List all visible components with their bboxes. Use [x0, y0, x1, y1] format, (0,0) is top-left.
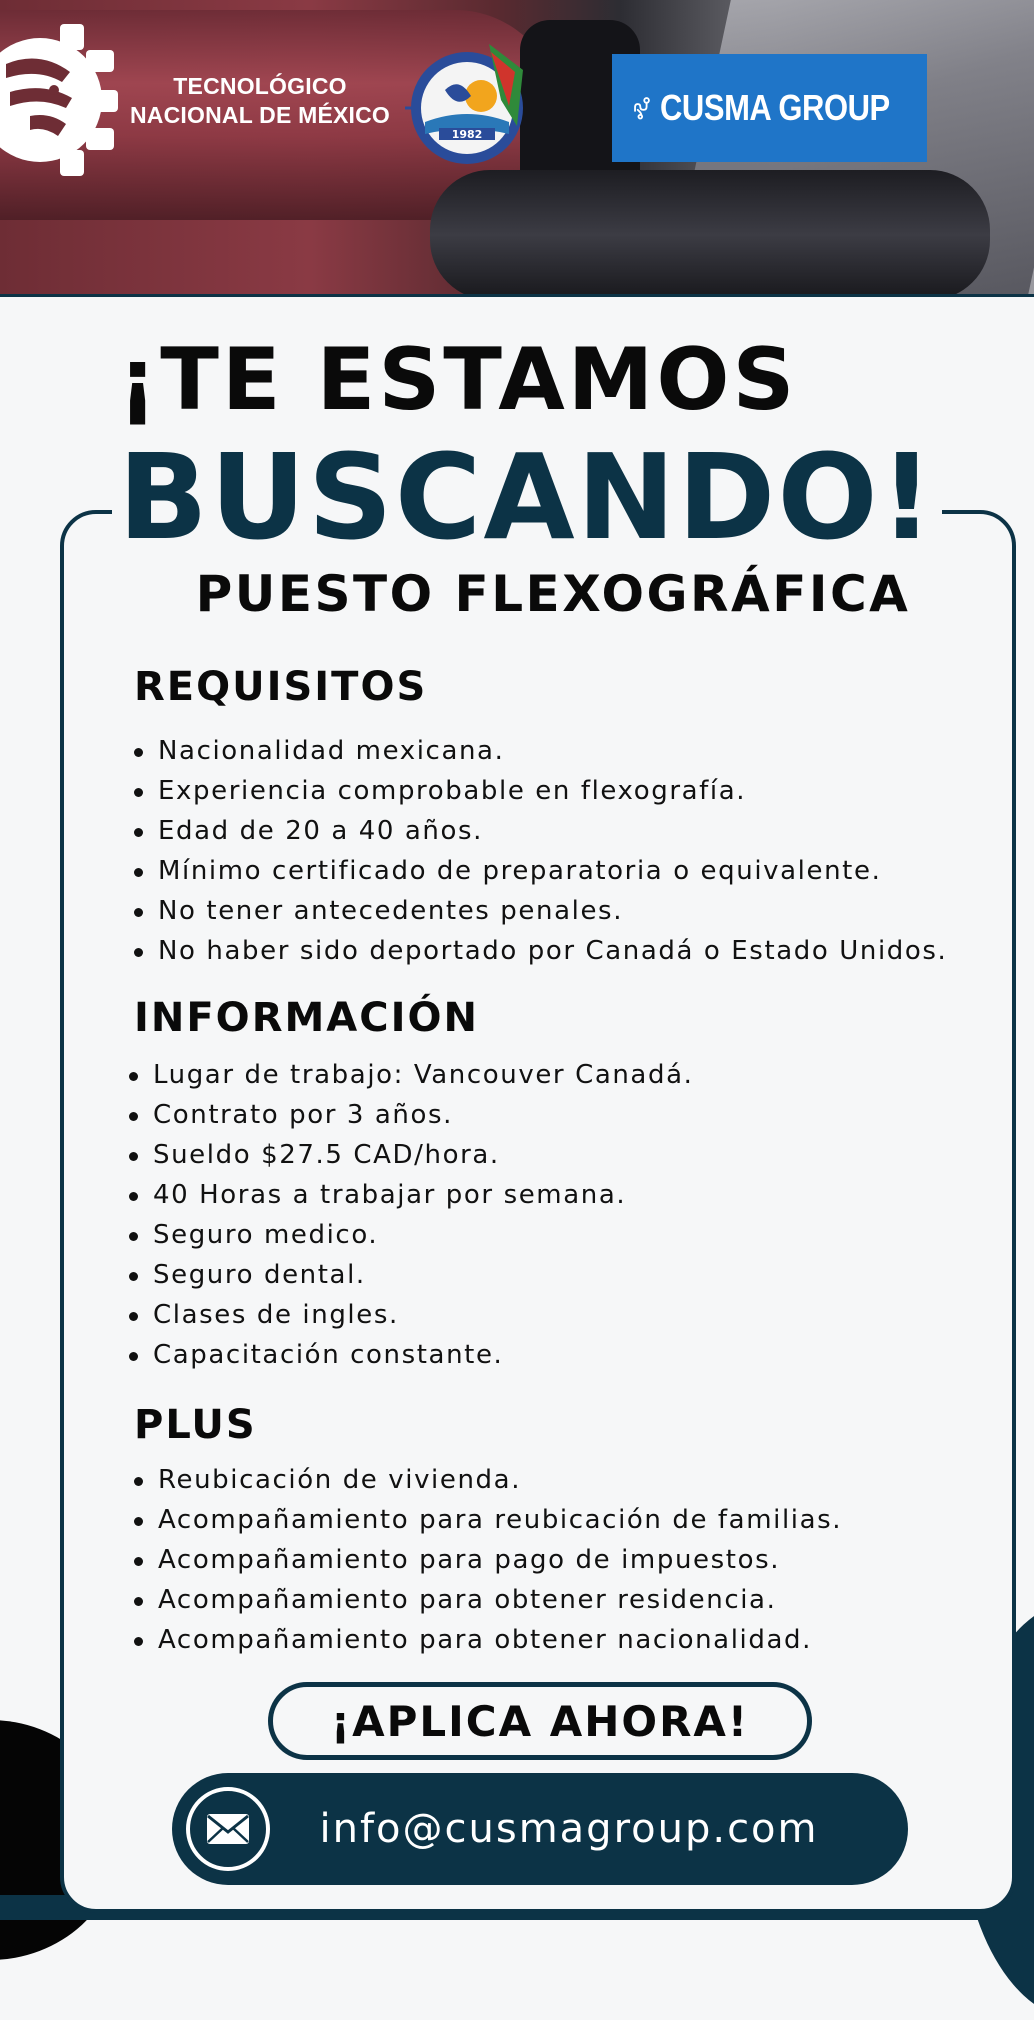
- headline-buscando: BUSCANDO!: [112, 432, 942, 562]
- press-lower-roller-image: [430, 170, 990, 297]
- itm-seal-icon: [405, 30, 540, 170]
- list-item: No tener antecedentes penales.: [134, 891, 947, 931]
- header-banner: [0, 0, 1034, 297]
- tecnm-logo-icon: [0, 20, 118, 180]
- list-item: Acompañamiento para obtener nacionalidad.: [134, 1620, 842, 1660]
- list-item: Seguro dental.: [129, 1255, 693, 1295]
- list-item: Sueldo $27.5 CAD/hora.: [129, 1135, 693, 1175]
- section-title-informacion: INFORMACIÓN: [134, 995, 479, 1041]
- list-item: Edad de 20 a 40 años.: [134, 811, 947, 851]
- list-item: Acompañamiento para pago de impuestos.: [134, 1540, 842, 1580]
- plus-list: [134, 1460, 842, 1660]
- requisitos-list: [134, 731, 947, 971]
- list-item: Lugar de trabajo: Vancouver Canadá.: [129, 1055, 693, 1095]
- cusma-group-logo: [612, 54, 927, 162]
- list-item: Acompañamiento para obtener residencia.: [134, 1580, 842, 1620]
- email-address: info@cusmagroup.com: [319, 1806, 819, 1852]
- email-icon-badge: [186, 1787, 270, 1871]
- envelope-icon: [205, 1812, 251, 1846]
- list-item: Mínimo certificado de preparatoria o equivalente.: [134, 851, 947, 891]
- list-item: Reubicación de vivienda.: [134, 1460, 842, 1500]
- tecnm-line-1: TECNOLÓGICO: [173, 73, 347, 99]
- list-item: Seguro medico.: [129, 1215, 693, 1255]
- list-item: No haber sido deportado por Canadá o Estado Unidos.: [134, 931, 947, 971]
- list-item: Capacitación constante.: [129, 1335, 693, 1375]
- tecnm-wordmark: [130, 72, 390, 130]
- informacion-list: [129, 1055, 693, 1375]
- list-item: Experiencia comprobable en flexografía.: [134, 771, 947, 811]
- cusma-mark-icon: [634, 63, 652, 153]
- list-item: 40 Horas a trabajar por semana.: [129, 1175, 693, 1215]
- seal-year: 1982: [451, 128, 483, 141]
- section-title-requisitos: REQUISITOS: [134, 664, 428, 710]
- list-item: Nacionalidad mexicana.: [134, 731, 947, 771]
- list-item: Acompañamiento para reubicación de familias.: [134, 1500, 842, 1540]
- list-item: Contrato por 3 años.: [129, 1095, 693, 1135]
- tecnm-line-2: NACIONAL DE MÉXICO: [130, 102, 391, 128]
- cusma-group-name: CUSMA GROUP: [659, 87, 890, 128]
- list-item: Clases de ingles.: [129, 1295, 693, 1335]
- section-title-plus: PLUS: [134, 1402, 257, 1448]
- position-title: PUESTO FLEXOGRÁFICA: [195, 565, 911, 623]
- headline-te-estamos: ¡TE ESTAMOS: [118, 330, 798, 430]
- email-contact-link[interactable]: [172, 1773, 908, 1885]
- apply-now-button[interactable]: ¡APLICA AHORA!: [268, 1682, 812, 1760]
